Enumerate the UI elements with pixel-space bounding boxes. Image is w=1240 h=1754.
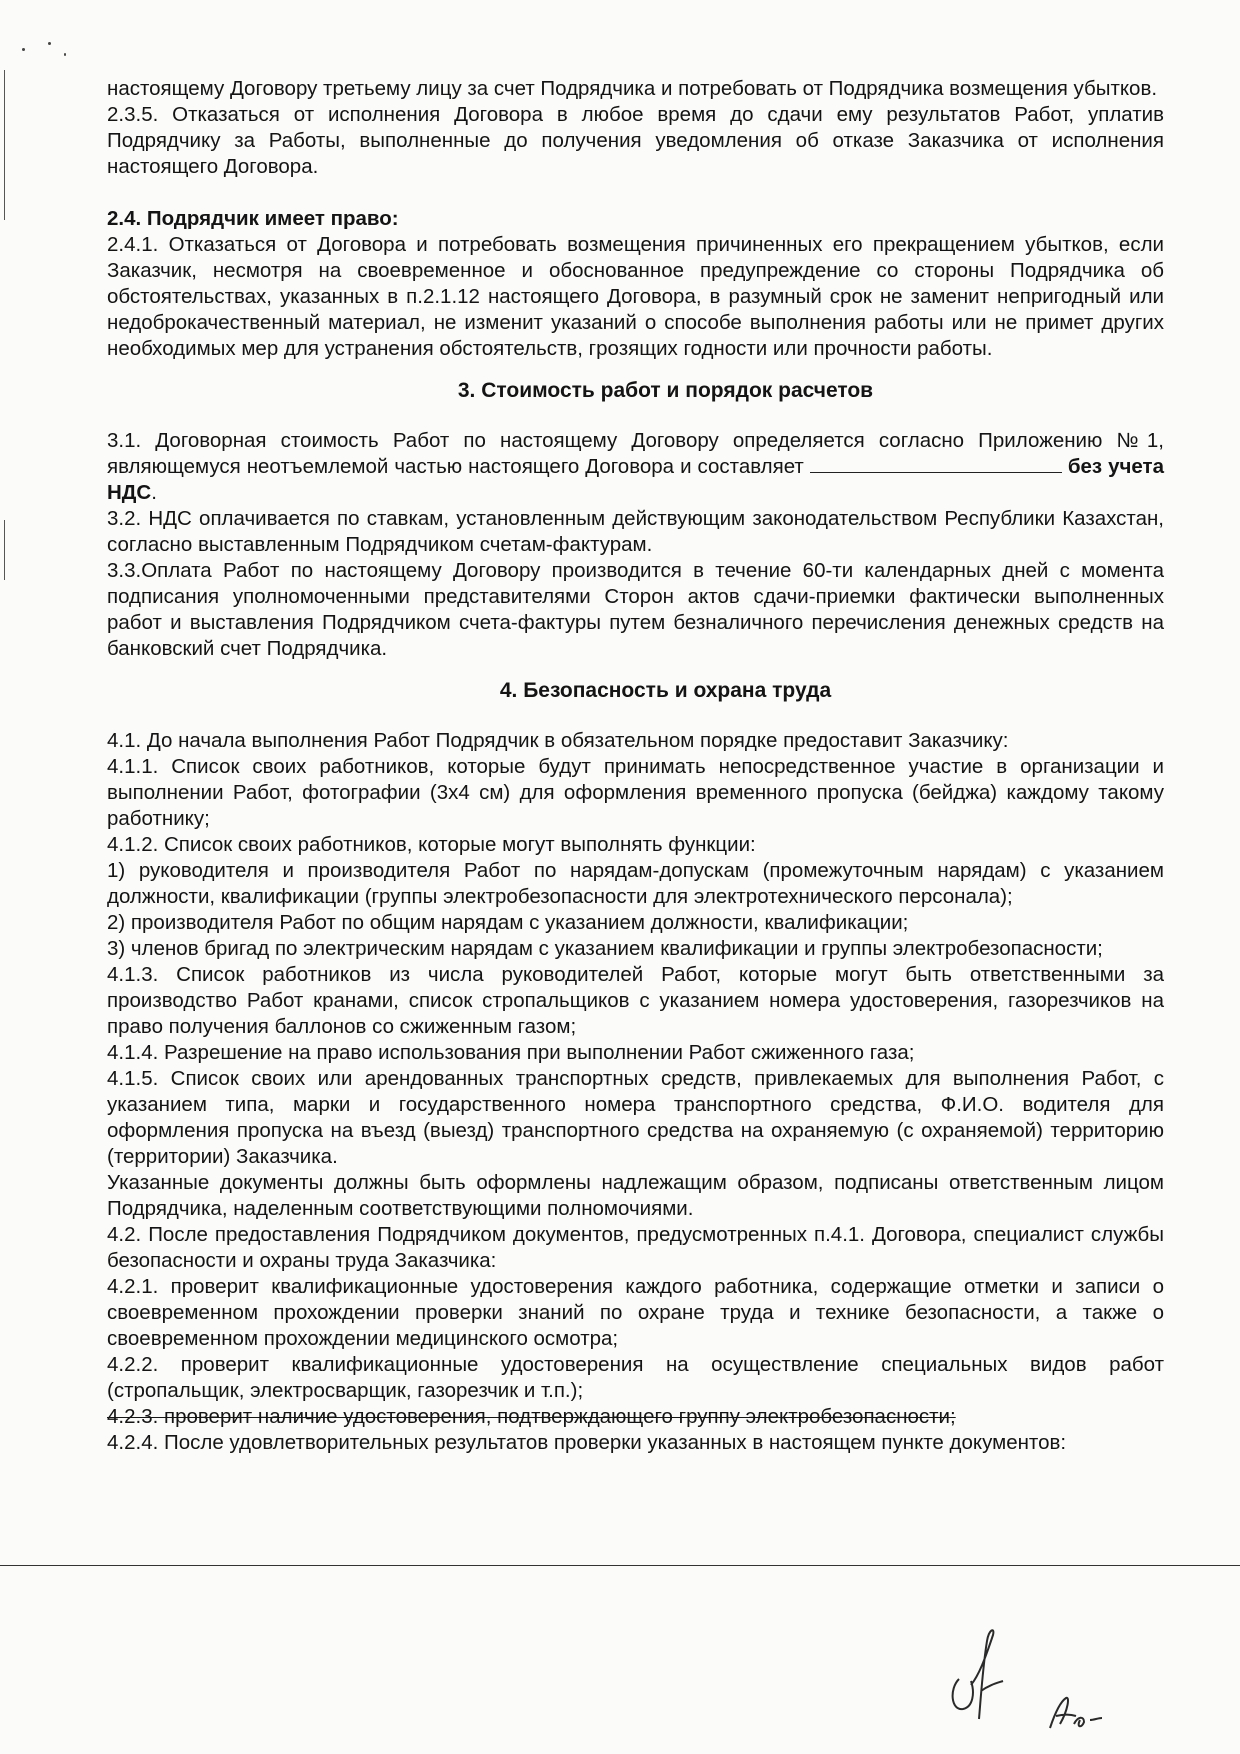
struck-paragraph: 4.2.3. проверит наличие удостоверения, подтверждающего группу электробезопасности; bbox=[107, 1405, 956, 1428]
paragraph: 3.2. НДС оплачивается по ставкам, установленным действующим законодательством Республики Казахстан, согласно выставленным Подрядчиком счетам-фактурам. bbox=[107, 507, 1164, 556]
section-title: 4. Безопасность и охрана труда bbox=[499, 679, 832, 702]
signature-initials bbox=[1040, 1690, 1120, 1740]
spacer bbox=[107, 704, 1164, 728]
paragraph: 4.2.1. проверит квалификационные удостоверения каждого работника, содержащие отметки и записи о своевременном прохождении проверки знаний по охране труда и технике безопасности, а также о своевременном прохождении медицинского осмотра; bbox=[107, 1275, 1164, 1350]
paragraph-text: . bbox=[151, 481, 157, 504]
paragraph: 2) производителя Работ по общим нарядам с указанием должности, квалификации; bbox=[107, 911, 909, 934]
section-heading: 2.4. Подрядчик имеет право: bbox=[107, 207, 399, 230]
amount-blank-line bbox=[810, 454, 1062, 473]
signature-mark bbox=[945, 1615, 1025, 1735]
spacer bbox=[107, 662, 1164, 678]
paragraph: 4.1.1. Список своих работников, которые будут принимать непосредственное участие в организации и выполнении Работ, фотографии (3х4 см) для оформления временного пропуска (бейджа) каждому такому работнику; bbox=[107, 755, 1164, 830]
paragraph: 4.2. После предоставления Подрядчиком документов, предусмотренных п.4.1. Договора, специалист службы безопасности и охраны труда Заказчика: bbox=[107, 1223, 1164, 1272]
paragraph: 3.3.Оплата Работ по настоящему Договору производится в течение 60-ти календарных дней с момента подписания уполномоченными представителями Сторон актов сдачи-приемки фактически выполненных работ и выставления Подрядчиком счета-фактуры путем безналичного перечисления денежных средств на банковский счет Подрядчика. bbox=[107, 559, 1164, 660]
vat-note: без учета НДС bbox=[107, 455, 1164, 504]
paragraph: Указанные документы должны быть оформлены надлежащим образом, подписаны ответственным лицом Подрядчика, наделенным соответствующими полномочиями. bbox=[107, 1171, 1164, 1220]
paragraph: 4.1.3. Список работников из числа руководителей Работ, которые могут быть ответственными за производство Работ кранами, список стропальщиков с указанием номера удостоверения, газорезчиков на право получения баллонов со сжиженным газом; bbox=[107, 963, 1164, 1038]
paragraph-text: 3.1. Договорная стоимость Работ по настоящему Договору определяется согласно Приложению №1, являющемуся неотъемлемой частью настоящего Договора и составляет bbox=[107, 429, 1164, 478]
scan-speck bbox=[48, 42, 51, 45]
scan-horizontal-rule bbox=[0, 1565, 1240, 1566]
paragraph: 4.1.5. Список своих или арендованных транспортных средств, привлекаемых для выполнения Работ, с указанием типа, марки и государственного номера транспортного средства, Ф.И.О. водителя для оформления пропуска на въезд (выезд) транспортного средства на охраняемую (с охраняемой) территорию (территории) Заказчика. bbox=[107, 1067, 1164, 1168]
document-body bbox=[107, 76, 1164, 1456]
spacer bbox=[107, 362, 1164, 378]
scan-speck bbox=[22, 48, 25, 51]
scan-speck bbox=[64, 53, 66, 56]
scan-margin-line bbox=[4, 520, 5, 580]
paragraph: 4.1. До начала выполнения Работ Подрядчик в обязательном порядке предоставит Заказчику: bbox=[107, 729, 1009, 752]
paragraph: 4.2.2. проверит квалификационные удостоверения на осуществление специальных видов работ (стропальщик, электросварщик, газорезчик и т.п.); bbox=[107, 1353, 1164, 1402]
paragraph: 3) членов бригад по электрическим нарядам с указанием квалификации и группы электробезопасности; bbox=[107, 937, 1103, 960]
paragraph: 2.4.1. Отказаться от Договора и потребовать возмещения причиненных его прекращением убытков, если Заказчик, несмотря на своевременное и обоснованное предупреждение со стороны Подрядчика об обстоятельствах, указанных в п.2.1.12 настоящего Договора, в разумный срок не заменит непригодный или недоброкачественный материал, не изменит указаний о способе выполнения работы или не примет других необходимых мер для устранения обстоятельств, грозящих годности или прочности работы. bbox=[107, 233, 1164, 360]
scan-margin-line bbox=[4, 70, 5, 220]
paragraph bbox=[107, 428, 1164, 506]
paragraph: 1) руководителя и производителя Работ по нарядам-допускам (промежуточным нарядам) с указанием должности, квалификации (группы электробезопасности для электротехнического персонала); bbox=[107, 859, 1164, 908]
paragraph: 4.1.4. Разрешение на право использования при выполнении Работ сжиженного газа; bbox=[107, 1041, 915, 1064]
spacer bbox=[107, 180, 1164, 206]
paragraph: 4.1.2. Список своих работников, которые могут выполнять функции: bbox=[107, 833, 756, 856]
section-title: 3. Стоимость работ и порядок расчетов bbox=[457, 379, 874, 402]
paragraph: настоящему Договору третьему лицу за счет Подрядчика и потребовать от Подрядчика возмещения убытков. bbox=[107, 77, 1158, 100]
paragraph: 4.2.4. После удовлетворительных результатов проверки указанных в настоящем пункте документов: bbox=[107, 1431, 1067, 1454]
spacer bbox=[107, 404, 1164, 428]
section-4-paragraphs bbox=[107, 728, 1164, 1404]
paragraph: 2.3.5. Отказаться от исполнения Договора в любое время до сдачи ему результатов Работ, уплатив Подрядчику за Работы, выполненные до получения уведомления об отказе Заказчика от исполнения настоящего Договора. bbox=[107, 103, 1164, 178]
